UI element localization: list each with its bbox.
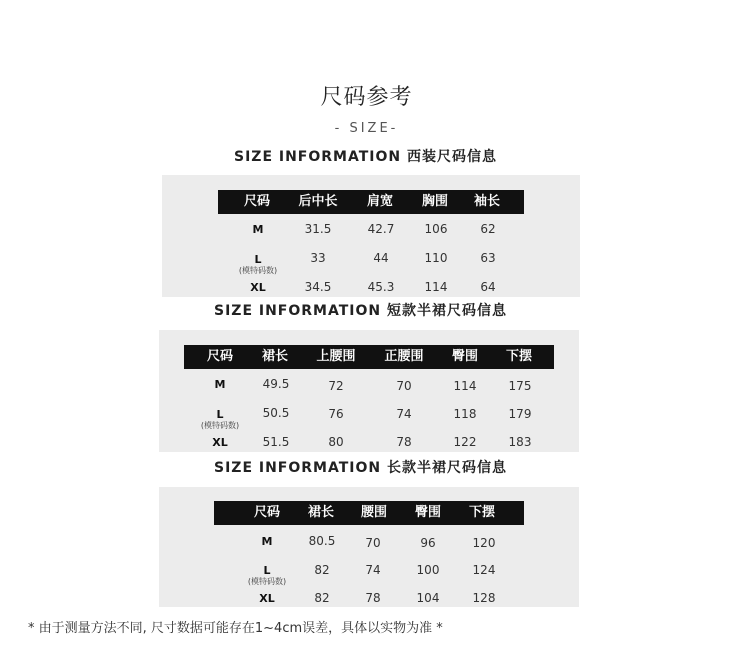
table-cell: 63 [480,251,496,265]
table-header [184,345,554,369]
table-cell: 82 [314,563,330,577]
header-cell: 尺码 [253,505,281,520]
table-cell: 104 [416,591,440,605]
page-title: 尺码参考 [320,85,413,110]
table-cell: 72 [328,379,344,393]
table-cell: 106 [424,222,448,236]
header-cell: 袖长 [473,194,501,209]
table-cell: 179 [508,407,532,421]
table-cell: 80.5 [308,534,336,548]
table-cell: 100 [416,563,440,577]
table-cell: 42.7 [367,222,395,236]
header-cell: 尺码 [206,349,234,364]
size-label: XL [250,281,266,294]
table-cell: 45.3 [367,280,395,294]
table-cell: 96 [420,536,436,550]
table-cell: 124 [472,563,496,577]
table-cell: 64 [480,280,496,294]
table-cell: 78 [396,435,412,449]
table-cell: 114 [453,379,477,393]
table-cell: 114 [424,280,448,294]
table-cell: 74 [396,407,412,421]
table-cell: 33 [310,251,326,265]
table-cell: 50.5 [262,406,290,420]
page-subtitle: - SIZE- [334,121,399,136]
model-size-note: (模特码数) [238,266,278,275]
measurement-disclaimer: * 由于测量方法不同, 尺寸数据可能存在1~4cm误差，具体以实物为准 * [28,621,443,636]
table-cell: 82 [314,591,330,605]
section-heading-long-skirt: SIZE INFORMATION 长款半裙尺码信息 [214,460,507,476]
section-heading-short-skirt: SIZE INFORMATION 短款半裙尺码信息 [214,303,507,319]
header-cell: 腰围 [360,505,388,520]
table-header [214,501,524,525]
header-cell: 下摆 [468,505,496,520]
long-skirt-size-panel [159,487,579,607]
table-cell: 183 [508,435,532,449]
header-cell: 裙长 [261,349,289,364]
size-label: XL [212,436,228,449]
header-cell: 后中长 [298,194,338,209]
table-cell: 80 [328,435,344,449]
size-label: XL [259,592,275,605]
table-cell: 128 [472,591,496,605]
table-cell: 70 [365,536,381,550]
table-cell: 51.5 [262,435,290,449]
table-cell: 78 [365,591,381,605]
header-cell: 尺码 [243,194,271,209]
table-cell: 74 [365,563,381,577]
table-cell: 110 [424,251,448,265]
table-cell: 44 [373,251,389,265]
table-cell: 76 [328,407,344,421]
table-cell: 120 [472,536,496,550]
table-cell: 49.5 [262,377,290,391]
short-skirt-size-panel [159,330,579,452]
table-cell: 122 [453,435,477,449]
size-label: M [214,378,226,391]
suit-size-panel [162,175,580,297]
table-cell: 34.5 [304,280,332,294]
table-cell: 70 [396,379,412,393]
table-cell: 118 [453,407,477,421]
header-cell: 胸围 [421,194,449,209]
table-header [218,190,524,214]
size-label: L [263,564,271,577]
model-size-note: (模特码数) [247,577,287,586]
header-cell: 下摆 [505,349,533,364]
table-cell: 31.5 [304,222,332,236]
size-label: M [261,535,273,548]
header-cell: 正腰围 [384,349,424,364]
header-cell: 上腰围 [316,349,356,364]
size-label: L [254,253,262,266]
size-label: L [216,408,224,421]
header-cell: 裙长 [307,505,335,520]
header-cell: 肩宽 [366,194,394,209]
model-size-note: (模特码数) [200,421,240,430]
table-cell: 175 [508,379,532,393]
table-cell: 62 [480,222,496,236]
size-label: M [252,223,264,236]
header-cell: 臀围 [414,505,442,520]
header-cell: 臀围 [451,349,479,364]
section-heading-suit: SIZE INFORMATION 西装尺码信息 [234,149,497,165]
